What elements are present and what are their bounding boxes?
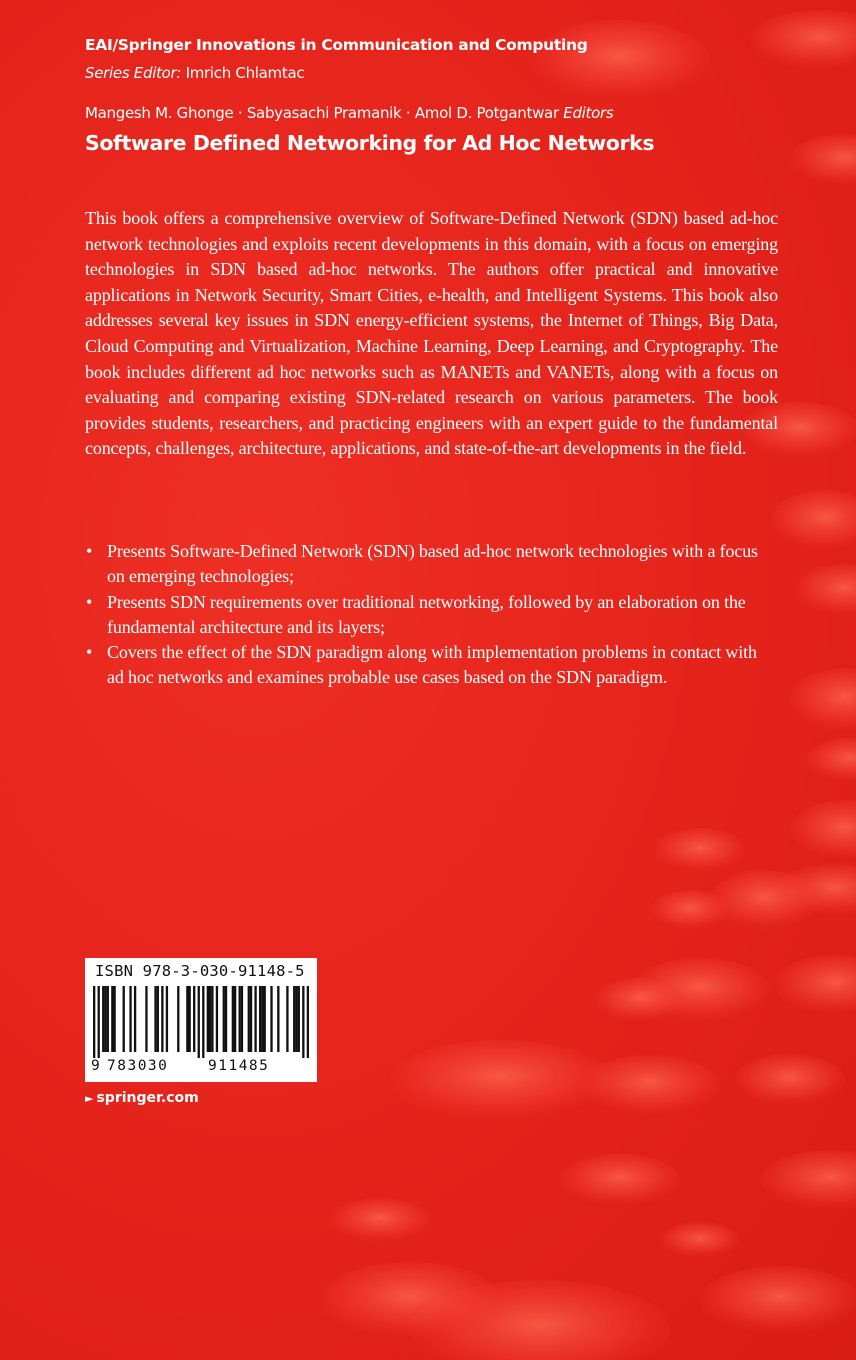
list-item-text: Presents SDN requirements over traditional networking, followed by an elaboration on the fundamental architecture and its layers;: [107, 591, 746, 637]
barcode-bar: [232, 986, 234, 1052]
barcode-digits-right: 911485: [208, 1058, 270, 1074]
barcode-bar: [166, 986, 168, 1052]
barcode-bar: [202, 986, 204, 1058]
list-item-text: Covers the effect of the SDN paradigm along with implementation problems in contact with ad hoc networks and examines probable use cases based on the SDN paradigm.: [107, 642, 757, 688]
barcode-bar: [295, 986, 297, 1052]
barcode-icon: [93, 986, 309, 1058]
bullet-icon: •: [86, 591, 93, 612]
barcode-bar: [211, 986, 213, 1052]
barcode-bar: [250, 986, 252, 1052]
book-title: Software Defined Networking for Ad Hoc Networks: [85, 131, 655, 155]
barcode-bar: [98, 986, 100, 1058]
barcode-bar: [188, 986, 190, 1052]
website-url: springer.com: [96, 1090, 199, 1106]
editors-label: Editors: [563, 104, 614, 122]
barcode-bar: [307, 986, 309, 1058]
barcode-bar: [102, 986, 104, 1052]
barcode-bar: [286, 986, 288, 1052]
barcode-bar: [134, 986, 136, 1052]
barcode-bar: [104, 986, 106, 1052]
barcode-bar: [223, 986, 225, 1052]
barcode-bar: [161, 986, 163, 1052]
barcode-bar: [298, 986, 300, 1052]
barcode-digit-first: 9: [91, 1058, 100, 1074]
barcode-bar: [225, 986, 227, 1052]
isbn-barcode: [85, 958, 317, 1082]
barcode-bar: [113, 986, 115, 1052]
book-description: This book offers a comprehensive overview of Software-Defined Network (SDN) based ad-hoc network technologies and exploits recent developments in this domain, with a focus on emerging technologies in SDN based ad-hoc networks. The authors offer practical and innovative applications in Network Security, Smart Cities, e-health, and Intelligent Systems. This book also addresses several key issues in SDN energy-efficient systems, the Internet of Things, Big Data, Cloud Computing and Virtualization, Machine Learning, Deep Learning, and Cryptography. The book includes different ad hoc networks such as MANETs and VANETs, along with a focus on evaluating and comparing existing SDN-related research on various parameters. The book provides students, researchers, and practicing engineers with an expert guide to the fundamental concepts, challenges, architecture, applications, and state-of-the-art developments in the field.: [85, 208, 778, 459]
barcode-bar: [93, 986, 95, 1058]
barcode-bar: [302, 986, 304, 1058]
bullet-icon: •: [86, 642, 93, 663]
barcode-bar: [270, 986, 272, 1052]
barcode-bar: [177, 986, 179, 1052]
series-editor-name: Imrich Chlamtac: [185, 64, 305, 82]
barcode-bar: [261, 986, 263, 1052]
book-editors: [85, 104, 613, 122]
barcode-bar: [241, 986, 243, 1052]
barcode-bar: [154, 986, 156, 1052]
barcode-digits: [91, 1058, 311, 1074]
feature-list: [85, 539, 765, 691]
barcode-bar: [264, 986, 266, 1052]
barcode-digits-left: 783030: [107, 1058, 169, 1074]
barcode-bar: [198, 986, 200, 1058]
list-item: [85, 590, 765, 641]
series-editor-label: Series Editor:: [85, 64, 182, 82]
barcode-bar: [216, 986, 218, 1052]
barcode-bar: [107, 986, 109, 1052]
arrow-right-icon: ►: [85, 1092, 94, 1105]
barcode-bar: [145, 986, 147, 1052]
barcode-bar: [239, 986, 241, 1052]
barcode-bar: [186, 986, 188, 1052]
barcode-bar: [129, 986, 131, 1052]
barcode-bar: [234, 986, 236, 1052]
barcode-bar: [248, 986, 250, 1052]
barcode-bar: [277, 986, 279, 1052]
barcode-bar: [193, 986, 195, 1052]
barcode-bar: [123, 986, 125, 1052]
barcode-bar: [293, 986, 295, 1052]
barcode-bar: [209, 986, 211, 1052]
barcode-bar: [157, 986, 159, 1052]
series-title: EAI/Springer Innovations in Communication and Computing: [85, 36, 588, 54]
list-item: [85, 539, 765, 590]
barcode-bar: [254, 986, 256, 1052]
editors-names: Mangesh M. Ghonge · Sabyasachi Pramanik · Amol D. Potgantwar: [85, 104, 559, 122]
bullet-icon: •: [86, 541, 93, 561]
series-editor: [85, 64, 304, 82]
isbn-text: ISBN 978-3-030-91148-5: [95, 962, 305, 980]
list-item-text: Presents Software-Defined Network (SDN) based ad-hoc network technologies with a focus on emerging technologies;: [107, 541, 758, 587]
list-item: [85, 640, 765, 691]
barcode-bar: [259, 986, 261, 1052]
barcode-bar: [111, 986, 113, 1052]
barcode-bar: [207, 986, 209, 1052]
publisher-website[interactable]: [85, 1090, 199, 1106]
